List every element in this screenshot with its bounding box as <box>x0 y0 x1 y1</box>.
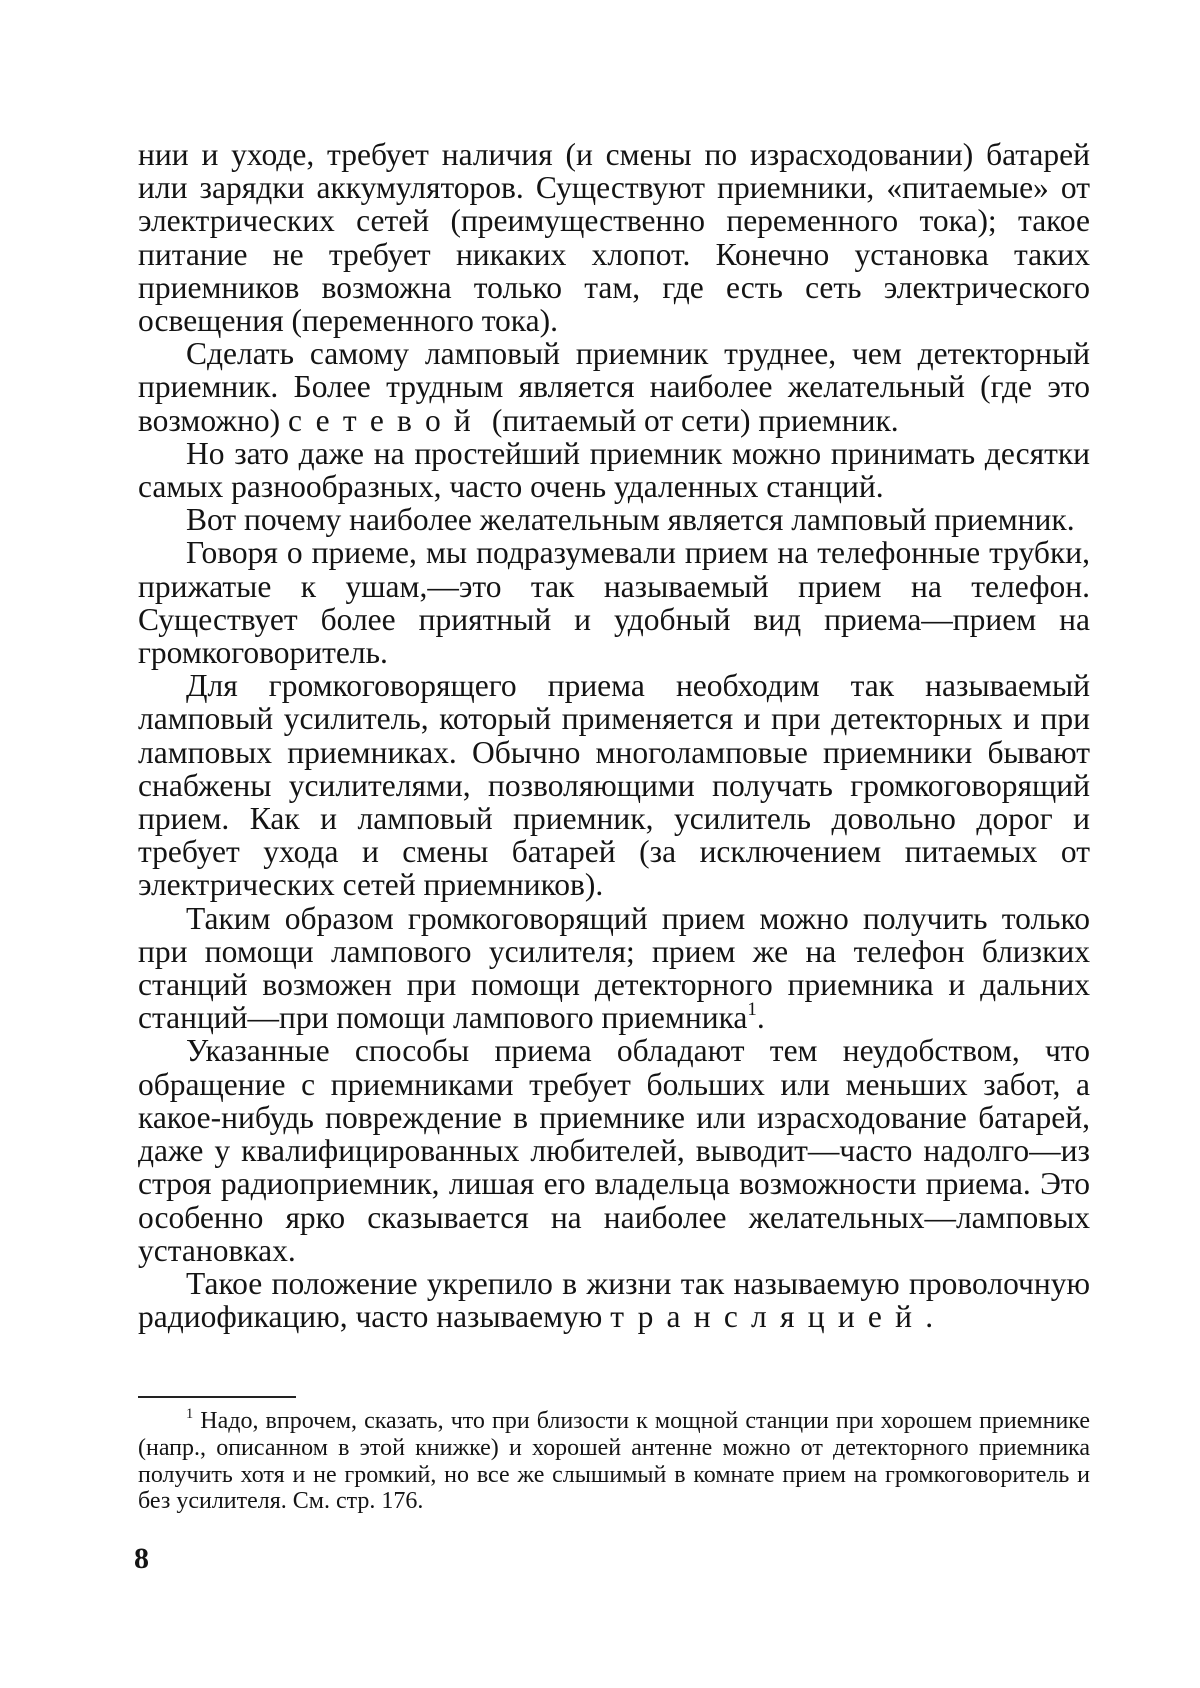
paragraph-3 <box>138 437 1090 503</box>
body-text <box>138 138 1090 1333</box>
spaced-emphasis-setevoy: сетевой <box>288 402 485 438</box>
paragraph-8 <box>138 1034 1090 1266</box>
paragraph-2-text-after: (питаемый от сети) приемник. <box>484 402 899 438</box>
footnote-reference: 1 <box>747 999 757 1021</box>
paragraph-8-text: Указанные способы приема обладают тем неудобством, что обращение с приемниками требует больших или меньших забот, а какое-нибудь повреждение в приемнике или израсходование батарей, даже у квалифицированных любителей, выводит—часто надолго—из строя радиоприемник, лишая его владельца возможности приема. Это особенно ярко сказывается на наиболее желательных—ламповых установках. <box>138 1033 1090 1268</box>
paragraph-3-text: Но зато даже на простейший приемник можно принимать десятки самых разнообразных, часто очень удаленных станций. <box>138 435 1090 505</box>
spaced-emphasis-translyatsiey: трансляцией <box>610 1299 926 1335</box>
paragraph-9-text-before: Такое положение укрепило в жизни так называемую проволочную радиофикацию, часто называемую <box>138 1265 1090 1335</box>
footnote-paragraph <box>138 1405 1091 1515</box>
paragraph-6-text: Для громкоговорящего приема необходим так называемый ламповый усилитель, который применяется и при детекторных и при ламповых приемниках. Обычно многоламповые приемники бывают снабжены усилителями, позволяющими получать громкоговорящий прием. Как и ламповый приемник, усилитель довольно дорог и требует ухода и смены батарей (за исключением питаемых от электрических сетей приемников). <box>138 668 1090 903</box>
footnote-divider <box>138 1396 296 1398</box>
footnote-text: Надо, впрочем, сказать, что при близости к мощной станции при хорошем приемнике (напр., описанном в этой книжке) и хорошей антенне можно от детекторного приемника получить хотя и не громкий, но все же слышимый в комнате прием на громкоговоритель и без усилителя. См. стр. 176. <box>138 1408 1091 1515</box>
paragraph-6 <box>138 669 1090 901</box>
paragraph-1-text: нии и уходе, требует наличия (и смены по израсходовании) батарей или зарядки аккумуляторов. Существуют приемники, «питаемые» от электрических сетей (преимущественно переменного тока); такое питание не требует никаких хлопот. Конечно установка таких приемников возможна только там, где есть сеть электрического освещения (переменного тока). <box>138 137 1090 339</box>
paragraph-4 <box>138 503 1090 536</box>
paragraph-5-text: Говоря о приеме, мы подразумевали прием на телефонные трубки, прижатые к ушам,—это так называемый прием на телефон. Существует более приятный и удобный вид приема—прием на громкоговоритель. <box>138 535 1090 671</box>
footnote-marker: 1 <box>186 1405 194 1422</box>
paragraph-5 <box>138 536 1090 669</box>
footnote <box>138 1405 1091 1515</box>
paragraph-7-text: Таким образом громкоговорящий прием можно получить только при помощи лампового усилителя; прием же на телефон близких станций возможен при помощи детекторного приемника и дальних станций—при помощи лампового приемника <box>138 900 1090 1036</box>
paragraph-9-period: . <box>925 1299 934 1335</box>
page-number: 8 <box>134 1542 149 1575</box>
paragraph-7-period: . <box>756 1000 765 1036</box>
paragraph-4-text: Вот почему наиболее желательным является ламповый приемник. <box>186 502 1075 538</box>
paragraph-2-text-before: Сделать самому ламповый приемник труднее, чем детекторный приемник. Более трудным является наиболее желательный (где это возможно) <box>138 336 1090 438</box>
paragraph-9 <box>138 1267 1090 1333</box>
paragraph-7 <box>138 902 1090 1035</box>
paragraph-2 <box>138 337 1090 437</box>
paragraph-1 <box>138 138 1090 337</box>
